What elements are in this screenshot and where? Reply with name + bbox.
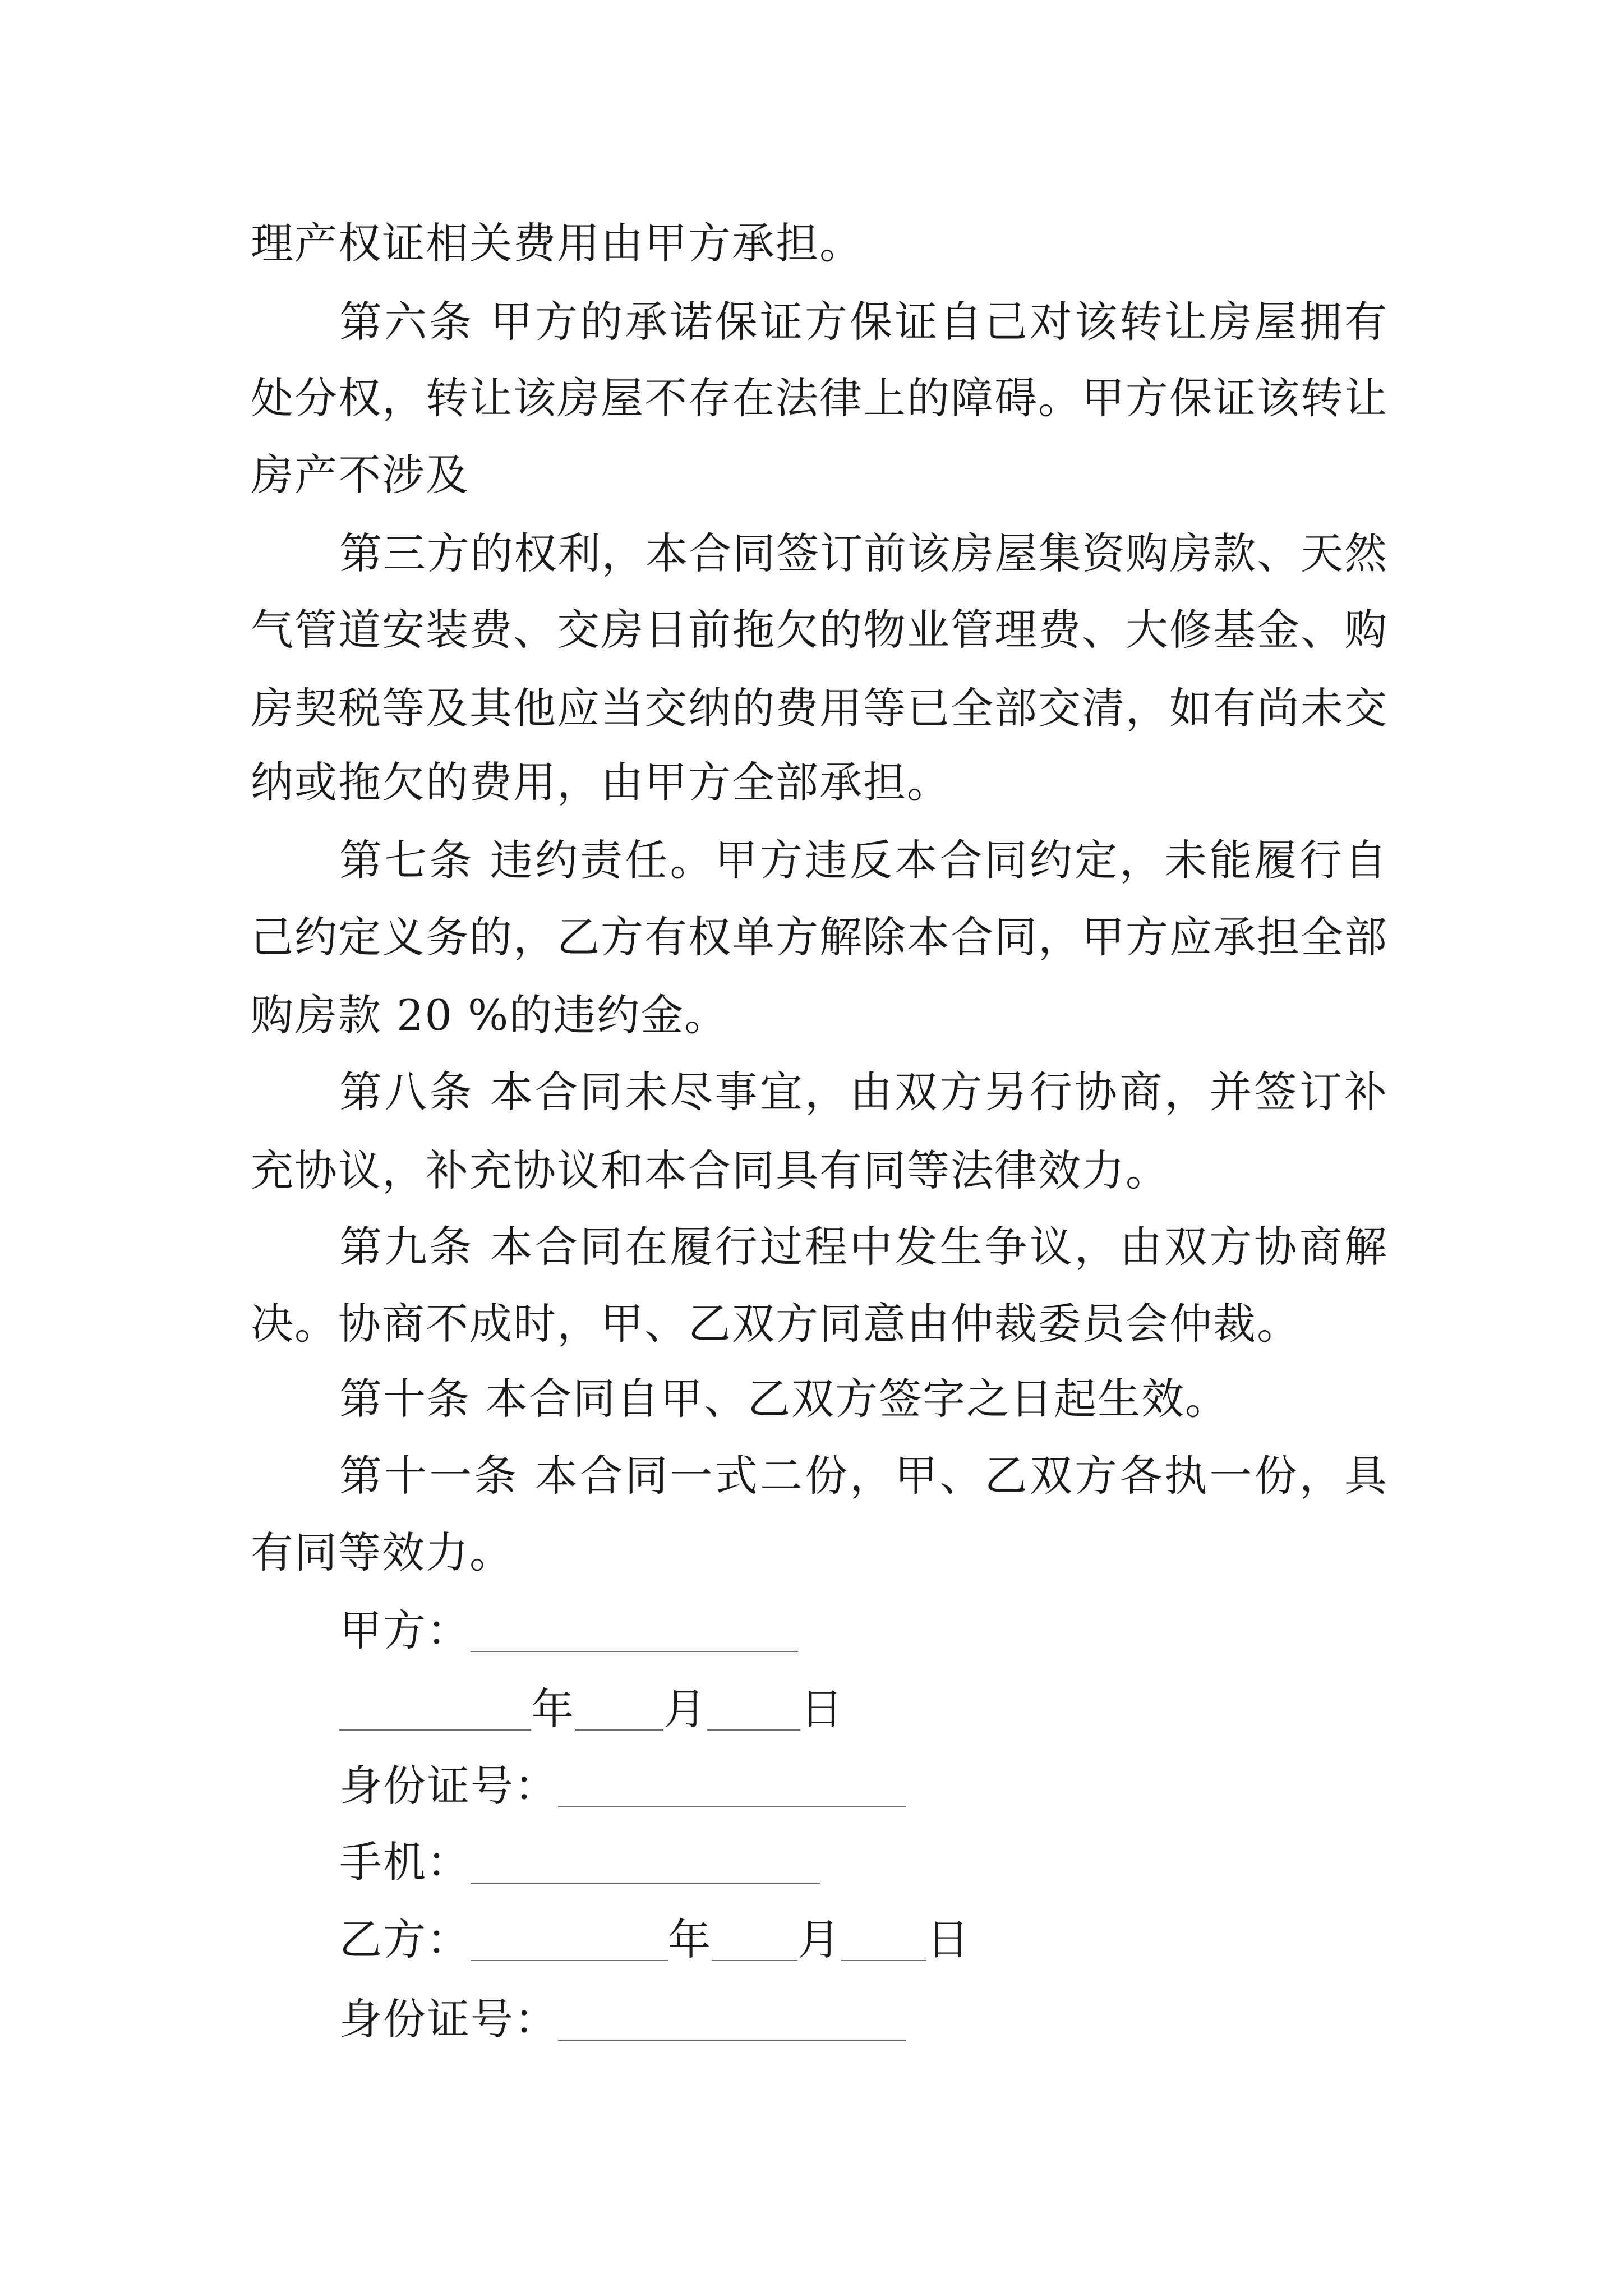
party-a-year-blank[interactable]	[339, 1690, 531, 1731]
article-7-heading-line: 第七条 违约责任。甲方违反本合同约定，未能履行自	[339, 835, 1387, 885]
body-line: 充协议，补充协议和本合同具有同等法律效力。	[251, 1145, 1169, 1195]
day-label: 日	[926, 1915, 970, 1964]
body-line: 理产权证相关费用由甲方承担。	[251, 218, 863, 268]
phone-label: 手机：	[339, 1837, 471, 1887]
year-label: 年	[531, 1684, 575, 1734]
body-line: 己约定义务的，乙方有权单方解除本合同，甲方应承担全部	[251, 912, 1387, 962]
party-b-id-blank[interactable]	[558, 2000, 906, 2041]
party-b-id-row	[339, 1993, 1387, 2046]
party-b-month-blank[interactable]	[712, 1921, 797, 1961]
body-line: 购房款 20 %的违约金。	[251, 990, 728, 1040]
body-line: 房产不涉及	[251, 450, 469, 500]
party-b-day-blank[interactable]	[841, 1921, 926, 1961]
party-b-year-blank[interactable]	[471, 1921, 668, 1961]
party-a-day-blank[interactable]	[707, 1690, 800, 1731]
day-label: 日	[800, 1684, 844, 1734]
party-a-phone-blank[interactable]	[471, 1843, 820, 1884]
party-a-date-row	[339, 1682, 1387, 1736]
party-a-month-blank[interactable]	[575, 1690, 663, 1731]
party-b-row	[339, 1913, 1387, 1967]
body-line: 决。协商不成时，甲、乙双方同意由仲裁委员会仲裁。	[251, 1299, 1301, 1349]
month-label: 月	[663, 1684, 707, 1734]
body-line: 纳或拖欠的费用，由甲方全部承担。	[251, 757, 951, 807]
body-line: 第三方的权利，本合同签订前该房屋集资购房款、天然	[339, 528, 1387, 578]
article-10-heading-line: 第十条 本合同自甲、乙双方签字之日起生效。	[339, 1374, 1229, 1424]
id-number-label: 身份证号：	[339, 1761, 558, 1811]
article-9-heading-line: 第九条 本合同在履行过程中发生争议，由双方协商解	[339, 1222, 1387, 1272]
body-line: 气管道安装费、交房日前拖欠的物业管理费、大修基金、购	[251, 605, 1387, 655]
party-a-phone-row	[339, 1835, 1387, 1889]
article-11-heading-line: 第十一条 本合同一式二份，甲、乙双方各执一份，具	[339, 1451, 1387, 1501]
body-line: 有同等效力。	[251, 1527, 513, 1577]
article-8-heading-line: 第八条 本合同未尽事宜，由双方另行协商，并签订补	[339, 1067, 1387, 1117]
month-label: 月	[797, 1915, 841, 1964]
year-label: 年	[668, 1915, 712, 1964]
body-line: 房契税等及其他应当交纳的费用等已全部交清，如有尚未交	[251, 683, 1387, 733]
party-a-label: 甲方：	[339, 1605, 471, 1655]
party-a-row	[339, 1604, 1387, 1658]
article-6-heading-line: 第六条 甲方的承诺保证方保证自己对该转让房屋拥有	[339, 297, 1387, 347]
party-a-id-row	[339, 1759, 1387, 1813]
id-number-label: 身份证号：	[339, 1994, 558, 2044]
body-line: 处分权，转让该房屋不存在法律上的障碍。甲方保证该转让	[251, 373, 1387, 423]
party-a-id-blank[interactable]	[558, 1767, 906, 1807]
party-a-signature-blank[interactable]	[471, 1612, 798, 1652]
party-b-label: 乙方：	[339, 1915, 471, 1964]
